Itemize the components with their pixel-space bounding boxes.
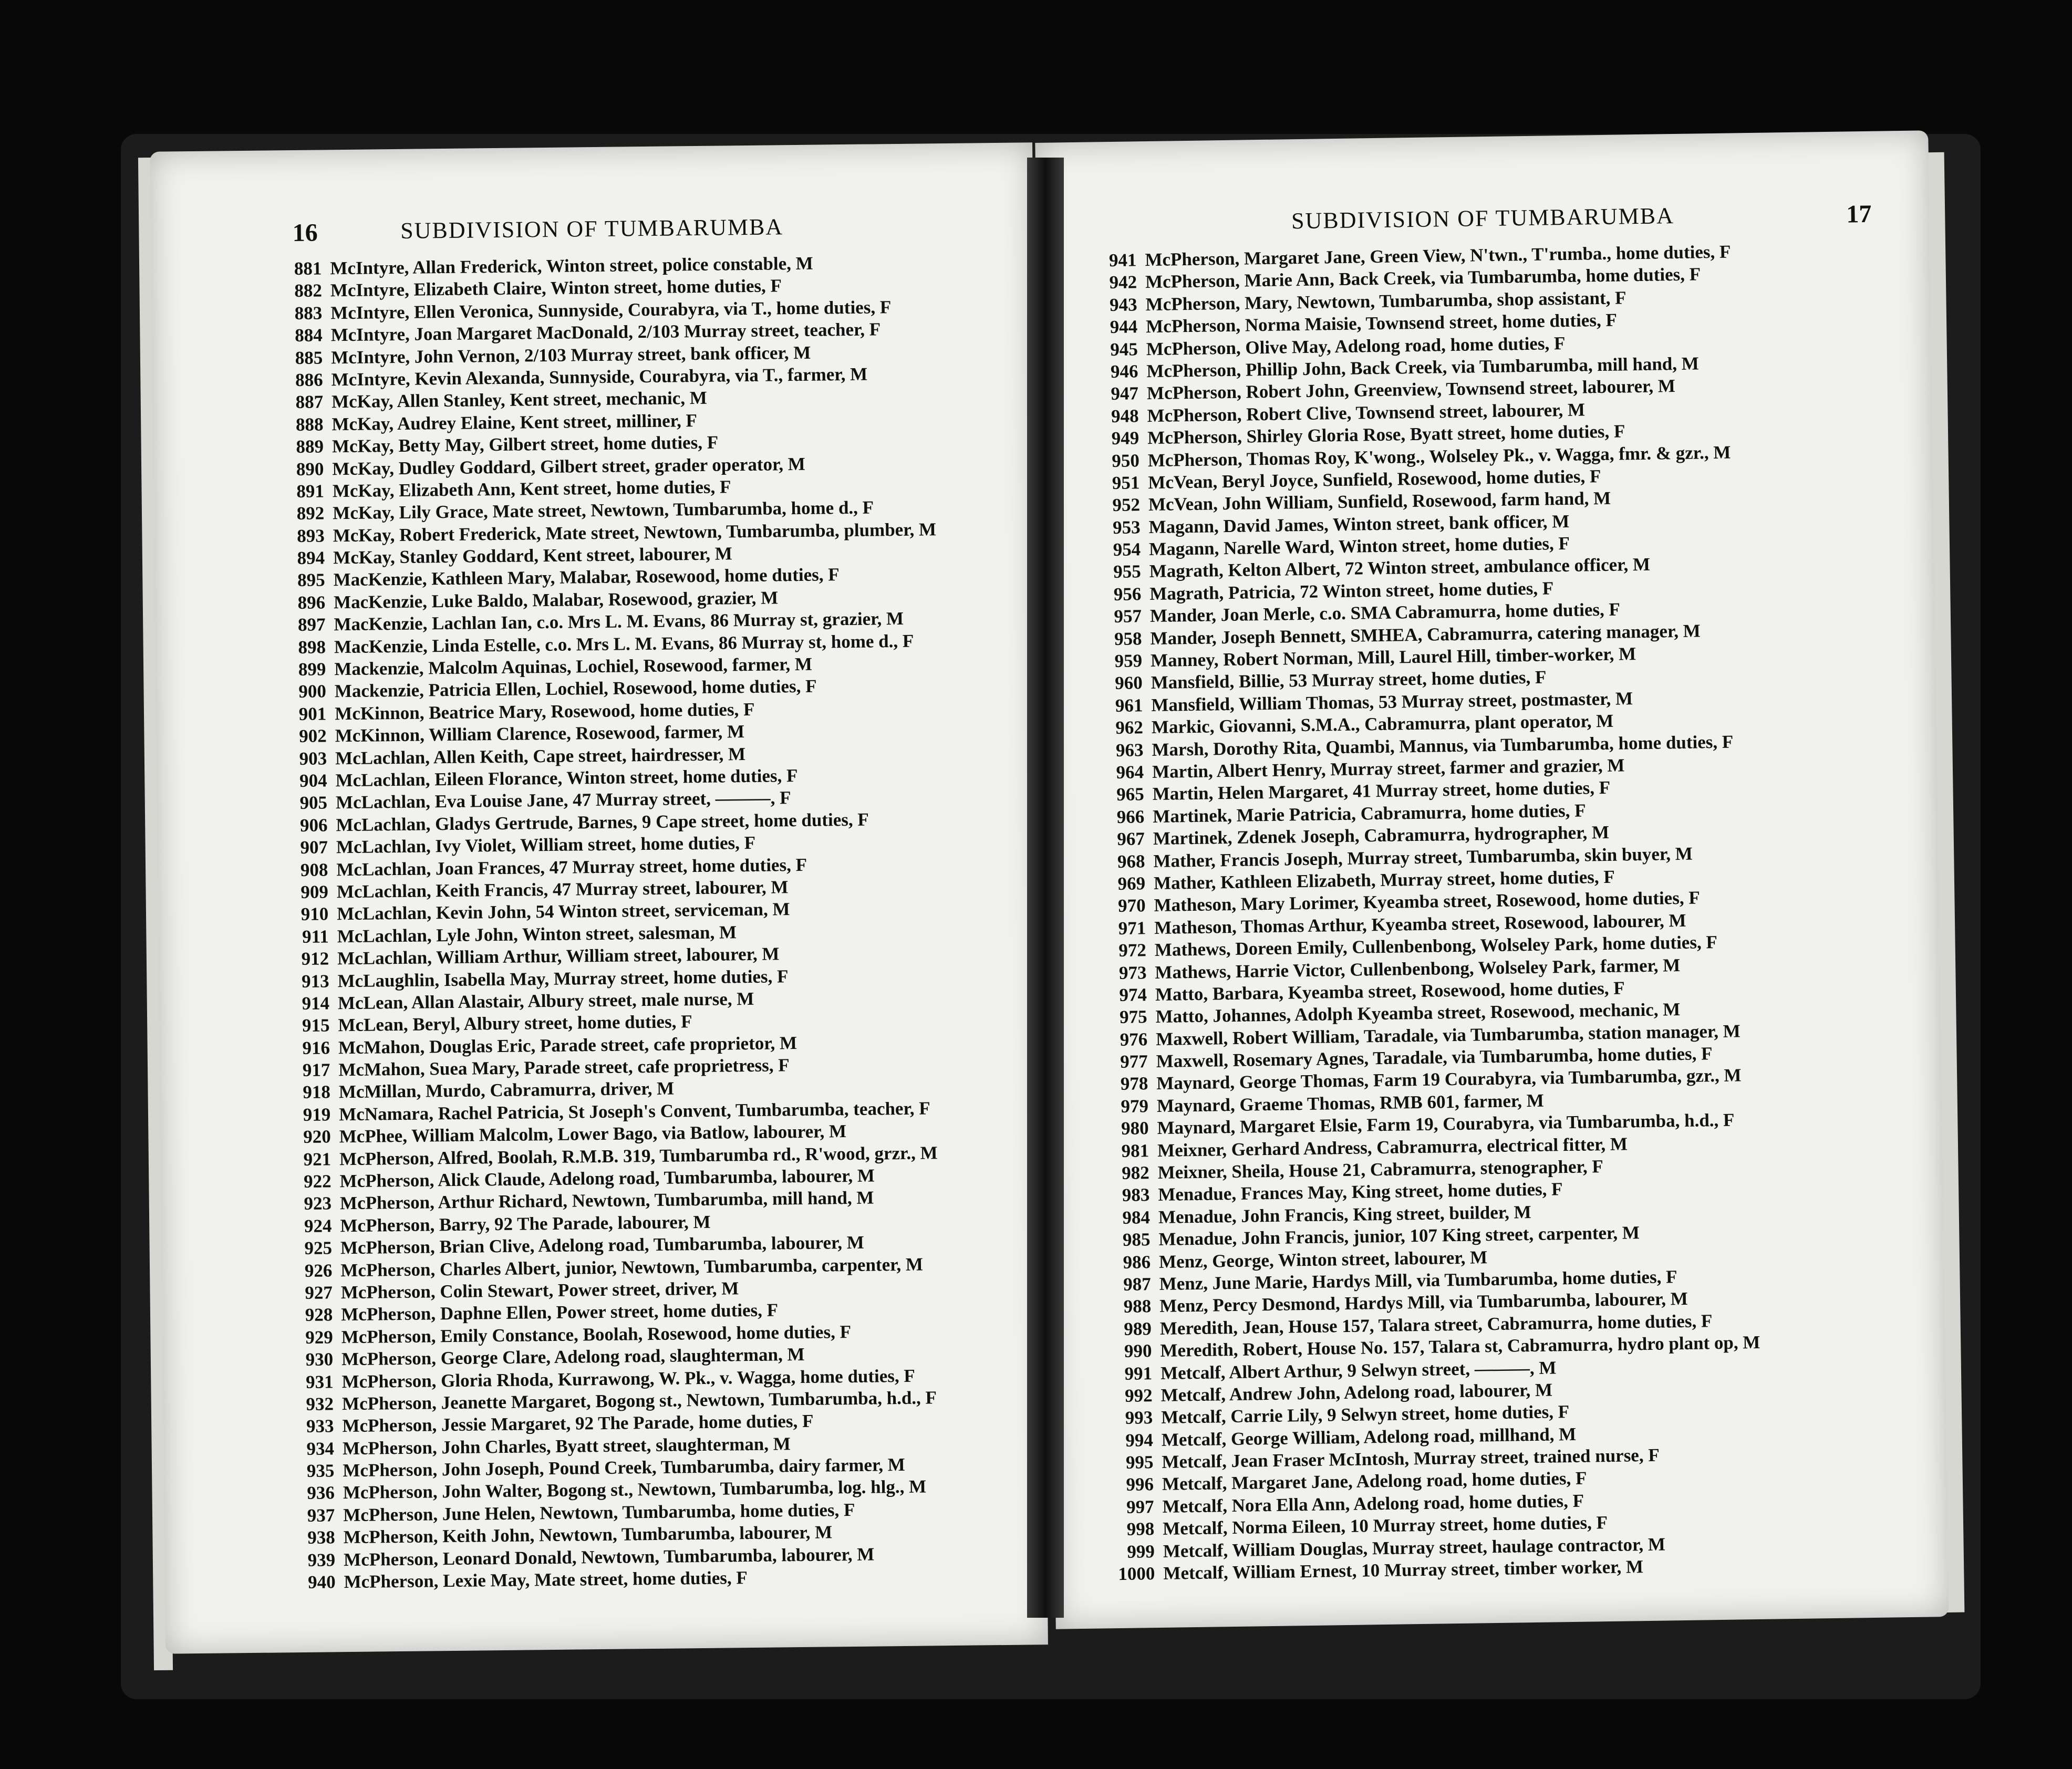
entry-number: 934	[306, 1438, 335, 1459]
entry-number: 949	[1111, 428, 1139, 449]
entry-number: 959	[1114, 650, 1143, 672]
entry-text: McLachlan, William Arthur, William street, labourer, M	[337, 943, 780, 969]
entry-text: McVean, John William, Sunfield, Rosewood, farm hand, M	[1148, 488, 1611, 515]
entry-number: 927	[305, 1282, 333, 1303]
entry-text: McLachlan, Eva Louise Jane, 47 Murray street, ———, F	[335, 787, 791, 813]
entry-text: McPherson, Robert Clive, Townsend street, labourer, M	[1147, 399, 1586, 426]
entry-text: McKay, Dudley Goddard, Gilbert street, grader operator, M	[332, 453, 806, 479]
entry-text: Metcalf, William Ernest, 10 Murray street, timber worker, M	[1163, 1556, 1644, 1584]
entry-text: McPherson, Arthur Richard, Newtown, Tumbarumba, mill hand, M	[339, 1187, 874, 1214]
entry-text: McIntyre, John Vernon, 2/103 Murray street, bank officer, M	[330, 342, 811, 368]
entry-number: 1000	[1118, 1563, 1155, 1585]
entry-text: Meixner, Sheila, House 21, Cabramurra, stenographer, F	[1157, 1156, 1603, 1183]
entry-text: Marsh, Dorothy Rita, Quambi, Mannus, via Tumbarumba, home duties, F	[1152, 731, 1734, 760]
entry-number: 953	[1112, 516, 1141, 538]
entry-number: 995	[1125, 1452, 1154, 1473]
entry-number: 922	[303, 1171, 331, 1192]
entry-number: 921	[303, 1148, 331, 1170]
page-title: SUBDIVISION OF TUMBARUMBA	[400, 214, 784, 244]
entry-number: 894	[297, 547, 325, 569]
entry-text: McPherson, Emily Constance, Boolah, Rosewood, home duties, F	[341, 1321, 852, 1347]
entry-text: Magrath, Patricia, 72 Winton street, home duties, F	[1149, 578, 1554, 604]
entry-text: Menadue, John Francis, junior, 107 King street, carpenter, M	[1158, 1222, 1640, 1250]
entry-text: Magann, David James, Winton street, bank officer, M	[1148, 511, 1570, 537]
entry-number: 989	[1124, 1318, 1152, 1339]
entry-number: 932	[306, 1393, 334, 1414]
entry-number: 983	[1122, 1184, 1150, 1206]
entry-number: 994	[1125, 1429, 1154, 1451]
entry-text: McPherson, Thomas Roy, K'wong., Wolseley Pk., v. Wagga, fmr. & gzr., M	[1147, 442, 1731, 471]
entry-text: Metcalf, Margaret Jane, Adelong road, home duties, F	[1162, 1468, 1587, 1495]
entry-text: McPherson, Leonard Donald, Newtown, Tumbarumba, labourer, M	[343, 1544, 875, 1570]
entry-text: McPherson, Keith John, Newtown, Tumbarumba, labourer, M	[343, 1522, 833, 1548]
entry-number: 886	[295, 369, 323, 390]
entry-number: 933	[306, 1416, 334, 1437]
entry-number: 982	[1121, 1162, 1149, 1183]
entry-text: McPherson, Olive May, Adelong road, home duties, F	[1146, 332, 1566, 359]
entry-number: 986	[1123, 1251, 1151, 1273]
entry-text: Maynard, George Thomas, Farm 19 Courabyra, via Tumbarumba, gzr., M	[1156, 1065, 1742, 1094]
entry-number: 925	[304, 1237, 333, 1259]
entry-number: 952	[1112, 494, 1141, 516]
entry-text: Mackenzie, Malcolm Aquinas, Lochiel, Rosewood, farmer, M	[334, 653, 813, 680]
entry-number: 881	[294, 258, 322, 279]
entry-number: 928	[305, 1304, 333, 1326]
entry-number: 978	[1120, 1073, 1148, 1095]
entry-text: McPherson, Norma Maisie, Townsend street, home duties, F	[1145, 309, 1618, 337]
entry-number: 969	[1117, 873, 1146, 894]
entry-number: 908	[300, 859, 328, 880]
entry-number: 971	[1118, 917, 1146, 939]
entry-number: 947	[1111, 383, 1139, 404]
entry-text: McPherson, John Walter, Bogong st., Newtown, Tumbarumba, log. hlg., M	[343, 1476, 927, 1503]
entry-number: 962	[1115, 717, 1144, 738]
entry-number: 935	[306, 1460, 335, 1481]
entry-text: McIntyre, Elizabeth Claire, Winton street, home duties, F	[330, 275, 782, 301]
left-page	[150, 142, 1048, 1653]
entry-number: 998	[1126, 1518, 1155, 1540]
entry-number: 985	[1122, 1229, 1151, 1251]
entry-text: MacKenzie, Kathleen Mary, Malabar, Rosewood, home duties, F	[333, 564, 840, 590]
entry-text: Menz, June Marie, Hardys Mill, via Tumbarumba, home duties, F	[1159, 1266, 1677, 1294]
entry-number: 896	[297, 592, 326, 613]
entry-number: 915	[302, 1015, 330, 1036]
entry-text: McLachlan, Keith Francis, 47 Murray street, labourer, M	[336, 877, 789, 902]
entry-text: Maynard, Margaret Elsie, Farm 19, Courabyra, via Tumbarumba, h.d., F	[1157, 1109, 1735, 1139]
entry-text: McPherson, Phillip John, Back Creek, via Tumbarumba, mill hand, M	[1146, 353, 1700, 382]
entry-text: Mansfield, Billie, 53 Murray street, home duties, F	[1151, 667, 1547, 693]
entry-number: 960	[1114, 672, 1143, 694]
entry-text: McPhee, William Malcolm, Lower Bago, via Batlow, labourer, M	[339, 1121, 847, 1147]
entry-number: 919	[303, 1104, 331, 1125]
entry-number: 910	[301, 903, 329, 925]
entry-number: 937	[307, 1505, 335, 1526]
entry-text: Manney, Robert Norman, Mill, Laurel Hill, timber-worker, M	[1150, 643, 1636, 671]
entry-number: 987	[1123, 1274, 1151, 1295]
entry-number: 916	[302, 1037, 330, 1058]
entry-number: 940	[307, 1572, 336, 1593]
entry-number: 973	[1118, 962, 1147, 983]
entry-number: 930	[305, 1349, 334, 1370]
entry-number: 999	[1127, 1541, 1155, 1562]
entry-text: McKay, Audrey Elaine, Kent street, milliner, F	[331, 410, 698, 435]
entry-number: 954	[1113, 539, 1141, 560]
entry-text: McPherson, Daphne Ellen, Power street, home duties, F	[341, 1299, 779, 1325]
entry-text: McKay, Betty May, Gilbert street, home duties, F	[331, 432, 719, 457]
entry-text: McPherson, June Helen, Newtown, Tumbarumba, home duties, F	[343, 1499, 855, 1526]
entry-number: 977	[1120, 1051, 1148, 1072]
page-number: 16	[292, 218, 318, 247]
entry-number: 895	[297, 569, 325, 591]
entry-number: 984	[1122, 1206, 1151, 1228]
entry-text: Menadue, Frances May, King street, home duties, F	[1158, 1179, 1563, 1205]
entry-text: Metcalf, Norma Eileen, 10 Murray street, home duties, F	[1162, 1512, 1608, 1539]
entry-number: 992	[1124, 1385, 1153, 1406]
entry-number: 943	[1109, 294, 1137, 315]
entry-number: 980	[1121, 1118, 1149, 1139]
entry-number: 905	[299, 792, 328, 814]
entry-text: McPherson, John Joseph, Pound Creek, Tumbarumba, dairy farmer, M	[343, 1454, 906, 1481]
entry-text: Martinek, Marie Patricia, Cabramurra, home duties, F	[1152, 800, 1586, 827]
entry-text: McPherson, John Charles, Byatt street, slaughterman, M	[342, 1433, 791, 1459]
entry-number: 883	[294, 303, 323, 324]
entry-text: McPherson, George Clare, Adelong road, slaughterman, M	[341, 1344, 805, 1370]
entry-text: Metcalf, Andrew John, Adelong road, labourer, M	[1161, 1379, 1553, 1406]
entry-text: Metcalf, Nora Ella Ann, Adelong road, home duties, F	[1162, 1490, 1584, 1517]
entry-number: 890	[296, 458, 324, 480]
entry-number: 904	[299, 770, 327, 791]
entry-number: 979	[1121, 1096, 1149, 1117]
entry-number: 957	[1114, 606, 1142, 627]
entry-text: McKay, Stanley Goddard, Kent street, labourer, M	[333, 543, 732, 568]
entry-number: 967	[1117, 828, 1145, 850]
entry-text: McLachlan, Lyle John, Winton street, salesman, M	[337, 921, 737, 946]
entry-number: 912	[301, 948, 329, 970]
entry-number: 975	[1119, 1006, 1147, 1028]
entry-number: 889	[296, 436, 324, 457]
entry-number: 884	[295, 325, 323, 346]
entry-text: MacKenzie, Lachlan Ian, c.o. Mrs L. M. Evans, 86 Murray st, grazier, M	[334, 608, 904, 635]
entry-text: McKay, Allen Stanley, Kent street, mechanic, M	[331, 388, 708, 412]
entry-number: 926	[304, 1260, 333, 1281]
entry-number: 909	[301, 881, 329, 902]
entry-number: 901	[298, 703, 327, 724]
entry-text: McLachlan, Allen Keith, Cape street, hairdresser, M	[335, 743, 746, 768]
entry-number: 887	[295, 391, 324, 413]
entry-text: Matheson, Thomas Arthur, Kyeamba street, Rosewood, labourer, M	[1154, 910, 1686, 938]
entry-number: 945	[1110, 338, 1138, 360]
entry-text: Mather, Francis Joseph, Murray street, Tumbarumba, skin buyer, M	[1153, 843, 1693, 871]
entry-number: 900	[298, 681, 327, 702]
entry-text: Martin, Helen Margaret, 41 Murray street, home duties, F	[1152, 777, 1611, 805]
entry-number: 918	[303, 1081, 331, 1103]
entry-number: 942	[1109, 272, 1137, 293]
entry-number: 946	[1110, 361, 1138, 382]
entry-text: McPherson, Alick Claude, Adelong road, Tumbarumba, labourer, M	[339, 1165, 875, 1192]
entry-number: 931	[305, 1371, 334, 1392]
entry-number: 974	[1119, 984, 1147, 1005]
entry-text: McIntyre, Allan Frederick, Winton street, police constable, M	[330, 253, 813, 279]
entry-text: McPherson, Jeanette Margaret, Bogong st., Newtown, Tumbarumba, h.d., F	[341, 1387, 937, 1414]
entry-text: McLean, Beryl, Albury street, home duties, F	[338, 1011, 692, 1036]
book-gutter	[1027, 158, 1064, 1618]
entry-number: 903	[299, 748, 327, 769]
entry-text: McPherson, Lexie May, Mate street, home duties, F	[344, 1567, 748, 1593]
entry-number: 897	[297, 614, 326, 636]
entry-text: McPherson, Mary, Newtown, Tumbarumba, shop assistant, F	[1145, 287, 1626, 315]
entry-text: Metcalf, Albert Arthur, 9 Selwyn street, ———, M	[1160, 1357, 1557, 1383]
entry-text: Martinek, Zdenek Joseph, Cabramurra, hydrographer, M	[1153, 822, 1610, 849]
entry-text: Magann, Narelle Ward, Winton street, home duties, F	[1148, 533, 1570, 560]
entry-text: McMahon, Douglas Eric, Parade street, cafe proprietor, M	[338, 1032, 797, 1058]
entry-number: 965	[1116, 784, 1144, 805]
entry-text: Markic, Giovanni, S.M.A., Cabramurra, plant operator, M	[1151, 710, 1614, 738]
entry-text: McPherson, Charles Albert, junior, Newtown, Tumbarumba, carpenter, M	[340, 1254, 924, 1281]
entry-number: 991	[1124, 1362, 1153, 1384]
entry-number: 976	[1120, 1028, 1148, 1050]
entry-number: 958	[1114, 628, 1142, 649]
entry-number: 939	[307, 1549, 336, 1570]
elector-list	[1086, 238, 1924, 1586]
entry-text: McLaughlin, Isabella May, Murray street, home duties, F	[337, 965, 789, 991]
entry-text: Meredith, Jean, House 157, Talara street, Cabramurra, home duties, F	[1159, 1310, 1713, 1339]
entry-text: McPherson, Alfred, Boolah, R.M.B. 319, Tumbarumba rd., R'wood, grzr., M	[339, 1142, 938, 1169]
entry-number: 888	[295, 414, 324, 435]
entry-number: 892	[296, 503, 325, 524]
entry-number: 964	[1116, 762, 1144, 783]
entry-text: McPherson, Robert John, Greenview, Townsend street, labourer, M	[1146, 376, 1676, 404]
entry-text: McLachlan, Joan Frances, 47 Murray street, home duties, F	[336, 854, 807, 880]
entry-text: Mathews, Doreen Emily, Cullenbenbong, Wolseley Park, home duties, F	[1154, 932, 1718, 961]
entry-text: McNamara, Rachel Patricia, St Joseph's Convent, Tumbarumba, teacher, F	[339, 1098, 930, 1125]
left-page-header	[150, 211, 1033, 257]
page-number: 17	[1846, 200, 1872, 228]
entry-text: McMillan, Murdo, Cabramurra, driver, M	[338, 1078, 675, 1102]
entry-number: 948	[1111, 405, 1139, 426]
right-page	[1035, 130, 1949, 1629]
entry-text: McPherson, Gloria Rhoda, Kurrawong, W. Pk., v. Wagga, home duties, F	[341, 1365, 916, 1392]
entry-number: 929	[305, 1327, 333, 1348]
entry-number: 966	[1116, 806, 1145, 827]
entry-number: 899	[298, 659, 326, 680]
entry-text: Matto, Barbara, Kyeamba street, Rosewood, home duties, F	[1155, 977, 1625, 1005]
entry-number: 898	[298, 637, 326, 658]
entry-text: Martin, Albert Henry, Murray street, farmer and grazier, M	[1152, 755, 1625, 782]
entry-number: 914	[302, 993, 330, 1014]
entry-text: McKinnon, William Clarence, Rosewood, farmer, M	[335, 721, 745, 746]
entry-number: 917	[302, 1059, 330, 1080]
entry-text: Metcalf, William Douglas, Murray street, haulage contractor, M	[1163, 1534, 1666, 1562]
entry-text: Menz, George, Winton street, labourer, M	[1158, 1246, 1488, 1272]
entry-text: Matheson, Mary Lorimer, Kyeamba street, Rosewood, home duties, F	[1154, 887, 1700, 916]
entry-number: 911	[302, 926, 329, 947]
entry-number: 990	[1124, 1340, 1152, 1362]
entry-text: Mackenzie, Patricia Ellen, Lochiel, Rosewood, home duties, F	[334, 676, 817, 702]
entry-number: 938	[307, 1527, 335, 1548]
entry-text: McKay, Robert Frederick, Mate street, Newtown, Tumbarumba, plumber, M	[333, 518, 937, 546]
entry-text: McLachlan, Ivy Violet, William street, home duties, F	[336, 833, 756, 858]
entry-text: McIntyre, Joan Margaret MacDonald, 2/103 Murray street, teacher, F	[330, 319, 881, 346]
entry-number: 941	[1108, 249, 1137, 271]
entry-text: McLachlan, Gladys Gertrude, Barnes, 9 Cape street, home duties, F	[336, 809, 869, 835]
entry-text: Mander, Joan Merle, c.o. SMA Cabramurra, home duties, F	[1149, 599, 1621, 627]
entry-number: 961	[1115, 695, 1143, 716]
entry-text: McVean, Beryl Joyce, Sunfield, Rosewood, home duties, F	[1148, 465, 1601, 493]
entry-text: Metcalf, George William, Adelong road, millhand, M	[1161, 1423, 1577, 1450]
entry-text: McPherson, Margaret Jane, Green View, N'twn., T'rumba., home duties, F	[1145, 241, 1731, 270]
entry-number: 993	[1125, 1407, 1153, 1429]
entry-text: Mander, Joseph Bennett, SMHEA, Cabramurra, catering manager, M	[1150, 620, 1701, 649]
entry-text: Mathews, Harrie Victor, Cullenbenbong, Wolseley Park, farmer, M	[1155, 954, 1681, 983]
entry-number: 891	[296, 481, 325, 502]
entry-text: Metcalf, Carrie Lily, 9 Selwyn street, home duties, F	[1161, 1401, 1570, 1428]
entry-number: 923	[304, 1193, 332, 1214]
elector-list	[282, 250, 1042, 1594]
page-title: SUBDIVISION OF TUMBARUMBA	[1291, 203, 1675, 234]
entry-number: 913	[301, 970, 329, 992]
entry-number: 951	[1112, 472, 1140, 493]
entry-number: 988	[1123, 1296, 1152, 1317]
entry-number: 906	[299, 815, 328, 836]
entry-number: 997	[1126, 1496, 1154, 1517]
entry-text: McLachlan, Eileen Florance, Winton street, home duties, F	[335, 765, 798, 791]
entry-number: 907	[300, 837, 328, 858]
entry-text: Meredith, Robert, House No. 157, Talara st, Cabramurra, hydro plant op, M	[1160, 1332, 1760, 1361]
entry-text: Metcalf, Jean Fraser McIntosh, Murray street, trained nurse, F	[1162, 1444, 1660, 1472]
entry-text: Magrath, Kelton Albert, 72 Winton street, ambulance officer, M	[1149, 554, 1651, 582]
entry-text: McKay, Elizabeth Ann, Kent street, home duties, F	[332, 476, 731, 502]
entry-text: McPherson, Colin Stewart, Power street, driver, M	[340, 1278, 739, 1303]
entry-number: 920	[303, 1126, 331, 1148]
entry-text: Menadue, John Francis, King street, builder, M	[1158, 1201, 1531, 1227]
entry-number: 936	[307, 1482, 335, 1504]
entry-text: Menz, Percy Desmond, Hardys Mill, via Tumbarumba, labourer, M	[1159, 1288, 1688, 1317]
entry-text: McIntyre, Ellen Veronica, Sunnyside, Courabyra, via T., home duties, F	[330, 296, 892, 324]
entry-text: Mansfield, William Thomas, 53 Murray street, postmaster, M	[1151, 688, 1633, 715]
entry-number: 981	[1121, 1140, 1149, 1161]
entry-number: 882	[294, 280, 323, 301]
entry-text: McLachlan, Kevin John, 54 Winton street, serviceman, M	[337, 899, 790, 924]
entry-number: 902	[299, 725, 327, 747]
entry-text: McPherson, Marie Ann, Back Creek, via Tumbarumba, home duties, F	[1145, 264, 1701, 293]
entry-text: MacKenzie, Linda Estelle, c.o. Mrs L. M. Evans, 86 Murray st, home d., F	[334, 630, 914, 657]
entry-text: Mather, Kathleen Elizabeth, Murray street, home duties, F	[1153, 866, 1615, 893]
entry-number: 944	[1110, 316, 1138, 338]
entry-number: 924	[304, 1215, 332, 1236]
entry-text: McMahon, Suea Mary, Parade street, cafe proprietress, F	[338, 1055, 790, 1080]
entry-text: McKay, Lily Grace, Mate street, Newtown, Tumbarumba, home d., F	[333, 497, 874, 524]
entry-number: 963	[1115, 739, 1144, 761]
entry-number: 950	[1112, 450, 1140, 471]
entry-number: 956	[1113, 584, 1142, 605]
entry-text: Maxwell, Robert William, Taradale, via Tumbarumba, station manager, M	[1155, 1021, 1741, 1049]
entry-text: McLean, Allan Alastair, Albury street, male nurse, M	[337, 988, 754, 1014]
entry-text: McPherson, Jessie Margaret, 92 The Parade, home duties, F	[342, 1411, 814, 1437]
entry-text: Matto, Johannes, Adolph Kyeamba street, Rosewood, mechanic, M	[1155, 999, 1681, 1027]
entry-text: MacKenzie, Luke Baldo, Malabar, Rosewood, grazier, M	[333, 587, 779, 613]
entry-number: 885	[295, 347, 323, 368]
entry-text: McPherson, Brian Clive, Adelong road, Tumbarumba, labourer, M	[340, 1232, 865, 1258]
entry-number: 955	[1113, 561, 1142, 582]
entry-number: 970	[1117, 895, 1146, 917]
entry-text: McPherson, Barry, 92 The Parade, labourer, M	[340, 1211, 711, 1236]
entry-number: 972	[1118, 940, 1147, 961]
entry-text: McIntyre, Kevin Alexanda, Sunnyside, Courabyra, via T., farmer, M	[331, 363, 868, 390]
entry-text: Maxwell, Rosemary Agnes, Taradale, via Tumbarumba, home duties, F	[1156, 1043, 1713, 1072]
entry-number: 996	[1126, 1474, 1154, 1495]
entry-text: McPherson, Shirley Gloria Rose, Byatt street, home duties, F	[1147, 421, 1625, 449]
entry-number: 893	[297, 525, 325, 546]
entry-text: Maynard, Graeme Thomas, RMB 601, farmer, M	[1156, 1090, 1544, 1116]
entry-text: Meixner, Gerhard Andress, Cabramurra, electrical fitter, M	[1157, 1133, 1628, 1161]
entry-text: McKinnon, Beatrice Mary, Rosewood, home duties, F	[335, 699, 755, 724]
entry-number: 968	[1117, 850, 1145, 872]
